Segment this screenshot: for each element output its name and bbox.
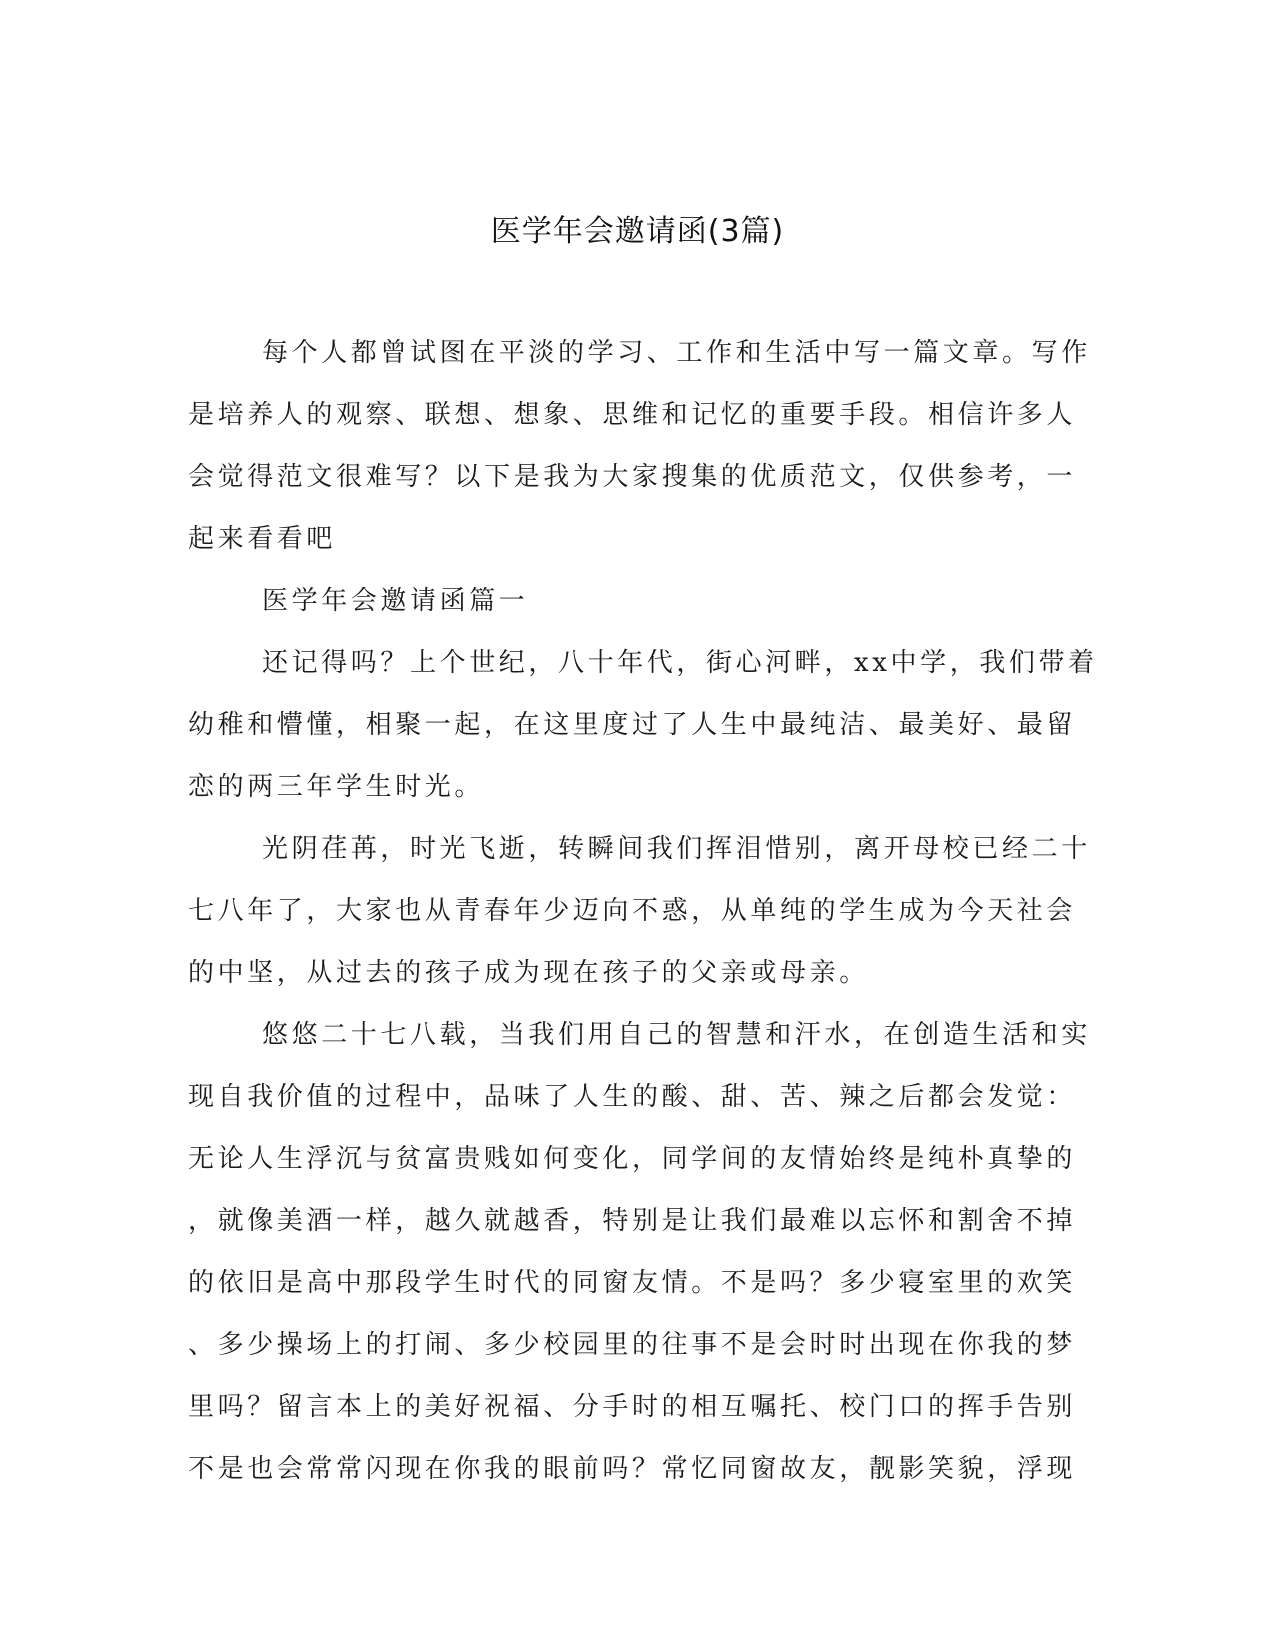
paragraph-line: 无论人生浮沉与贫富贵贱如何变化，同学间的友情始终是纯朴真挚的 bbox=[188, 1144, 1077, 1174]
document-body bbox=[188, 322, 1098, 1500]
paragraph-line: 的中坚，从过去的孩子成为现在孩子的父亲或母亲。 bbox=[188, 958, 869, 988]
section-heading: 医学年会邀请函篇一 bbox=[262, 586, 529, 616]
paragraph-line: 不是也会常常闪现在你我的眼前吗？常忆同窗故友，靓影笑貌，浮现 bbox=[188, 1454, 1077, 1484]
paragraph-line: 恋的两三年学生时光。 bbox=[188, 772, 485, 802]
paragraph-line: 幼稚和懵懂，相聚一起，在这里度过了人生中最纯洁、最美好、最留 bbox=[188, 710, 1077, 740]
paragraph-line: 现自我价值的过程中，品味了人生的酸、甜、苦、辣之后都会发觉： bbox=[188, 1082, 1077, 1112]
paragraph-line: 光阴荏苒，时光飞逝，转瞬间我们挥泪惜别，离开母校已经二十 bbox=[262, 834, 1091, 864]
paragraph-line: 还记得吗？上个世纪，八十年代，街心河畔，xx中学，我们带着 bbox=[262, 648, 1098, 678]
paragraph-line: 悠悠二十七八载，当我们用自己的智慧和汗水，在创造生活和实 bbox=[262, 1020, 1091, 1050]
paragraph-line: 会觉得范文很难写？以下是我为大家搜集的优质范文，仅供参考，一 bbox=[188, 462, 1077, 492]
paragraph-line: 是培养人的观察、联想、想象、思维和记忆的重要手段。相信许多人 bbox=[188, 400, 1077, 430]
paragraph-line: 每个人都曾试图在平淡的学习、工作和生活中写一篇文章。写作 bbox=[262, 338, 1091, 368]
paragraph-line: 七八年了，大家也从青春年少迈向不惑，从单纯的学生成为今天社会 bbox=[188, 896, 1077, 926]
paragraph-line: 起来看看吧 bbox=[188, 524, 337, 554]
paragraph-line: 的依旧是高中那段学生时代的同窗友情。不是吗？多少寝室里的欢笑 bbox=[188, 1268, 1077, 1298]
document-title: 医学年会邀请函(3篇) bbox=[490, 214, 785, 249]
paragraph-line: ，就像美酒一样，越久就越香，特别是让我们最难以忘怀和割舍不掉 bbox=[188, 1206, 1077, 1236]
paragraph-line: 、多少操场上的打闹、多少校园里的往事不是会时时出现在你我的梦 bbox=[188, 1330, 1077, 1360]
paragraph-line: 里吗？留言本上的美好祝福、分手时的相互嘱托、校门口的挥手告别 bbox=[188, 1392, 1077, 1422]
